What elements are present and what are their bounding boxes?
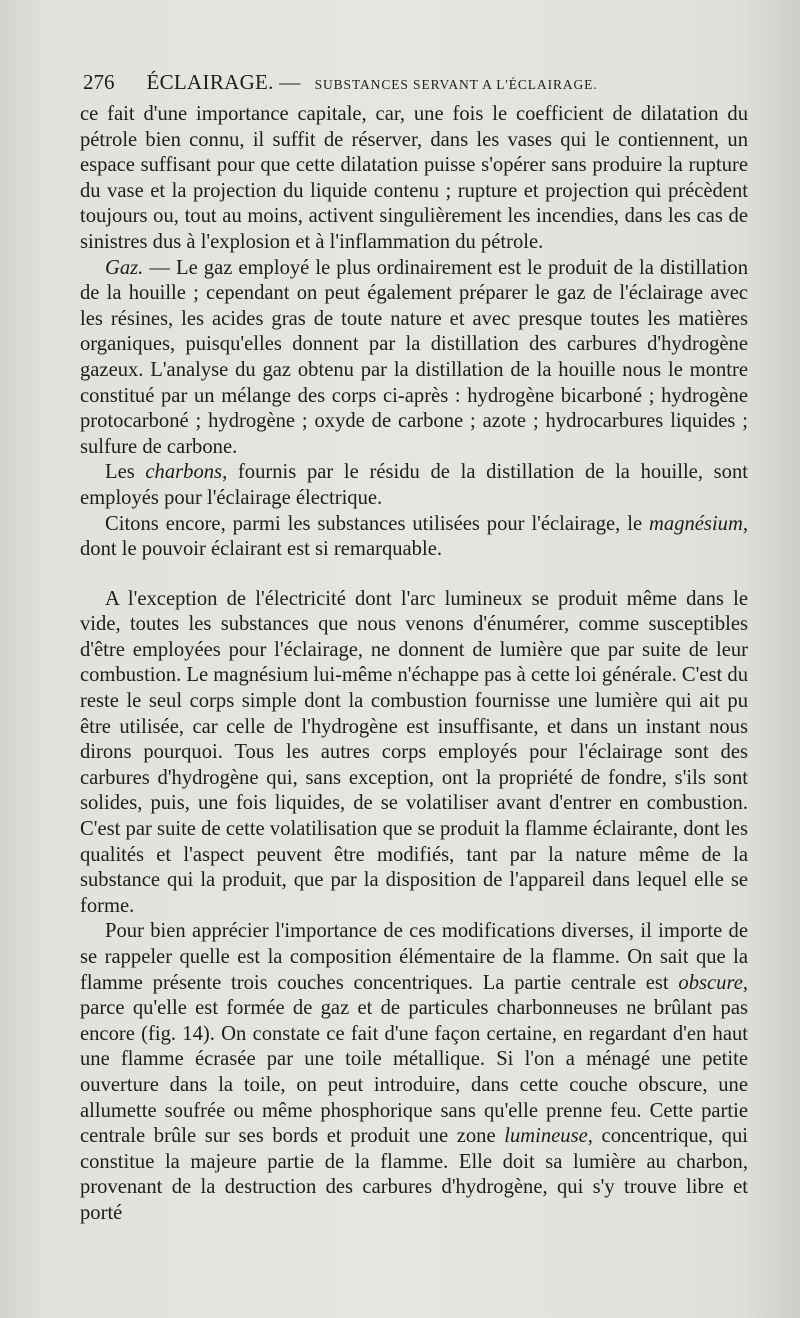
header-subtitle: SUBSTANCES SERVANT A L'ÉCLAIRAGE. xyxy=(314,77,598,92)
italic-term: lumineuse xyxy=(504,1125,588,1148)
paragraph xyxy=(80,587,748,920)
paragraph xyxy=(80,460,748,511)
paragraph xyxy=(80,256,748,461)
italic-term: Gaz. xyxy=(105,256,144,279)
page-number: 276 xyxy=(83,70,115,94)
text-run: , concentrique, qui constitue la majeure partie de la flamme. Elle doit sa lumière au charbon, provenant de la destruction des carbures d'hydrogène, qui s'y trouve libre et porté xyxy=(80,1125,748,1224)
paragraph xyxy=(80,102,748,256)
italic-term: obscure xyxy=(678,971,743,994)
text-run: , dont le pouvoir éclairant est si remarquable. xyxy=(80,512,748,561)
text-run: Pour bien apprécier l'importance de ces modifications diverses, il importe de se rappeler quelle est la composition élémentaire de la flamme. On sait que la flamme présente trois couches concentriques. La partie centrale est xyxy=(80,920,748,994)
text-run: Les xyxy=(105,461,146,484)
text-run: ce fait d'une importance capitale, car, une fois le coefficient de dilatation du pétrole bien connu, il suffit de réserver, dans les vases qui le contiennent, un espace suffisant pour que cette dilatation puisse s'opérer sans produire la rupture du vase et la projection du liquide contenu ; rupture et projection qui précèdent toujours ou, tout au moins, activent singulièrement les incendies, dans les cas de sinistres dus à l'explosion et à l'inflammation du pétrole. xyxy=(80,103,748,253)
running-header xyxy=(83,70,763,100)
text-run: A l'exception de l'électricité dont l'arc lumineux se produit même dans le vide, toutes les substances que nous venons d'énumérer, comme susceptibles d'être employées pour l'éclairage, ne donnent de lumière que par suite de leur combustion. Le magnésium lui-même n'échappe pas à cette loi générale. C'est du reste le seul corps simple dont la combustion fournisse une lumière qui ait pu être utilisée, car celle de l'hydrogène est insuffisante, et dans un instant nous dirons pourquoi. Tous les autres corps employés pour l'éclairage sont des carbures d'hydrogène qui, sans exception, ont la propriété de fondre, s'ils sont solides, puis, une fois liquides, de se volatiliser avant d'entrer en combustion. C'est par suite de cette volatilisation que se produit la flamme éclairante, dont les qualités et l'aspect peuvent être modifiés, tant par la nature même de la substance qui la produit, que par la disposition de l'appareil dans lequel elle se forme. xyxy=(80,587,748,917)
paragraph xyxy=(80,919,748,1226)
italic-term: magnésium xyxy=(649,512,743,535)
italic-term: charbons xyxy=(145,461,223,484)
page-body xyxy=(80,102,748,1227)
text-run: , parce qu'elle est formée de gaz et de particules charbonneuses ne brûlant pas encore (fig. 14). On constate ce fait d'une façon certaine, en regardant d'en haut une flamme écrasée par une toile métallique. Si l'on a ménagé une petite ouverture dans la toile, on peut introduire, dans cette couche obscure, une allumette soufrée ou même phosphorique sans qu'elle prenne feu. Cette partie centrale brûle sur ses bords et produit une zone xyxy=(80,971,748,1148)
text-run: — Le gaz employé le plus ordinairement est le produit de la distillation de la houille ; cependant on peut également préparer le gaz de l'éclairage avec les résines, les acides gras de toute nature et avec presque toutes les matières organiques, puisqu'elles donnent par la distillation des carbures d'hydrogène gazeux. L'analyse du gaz obtenu par la distillation de la houille nous le montre constitué par un mélange des corps ci-après : hydrogène bicarboné ; hydrogène protocarboné ; hydrogène ; oxyde de carbone ; azote ; hydrocarbures liquides ; sulfure de carbone. xyxy=(80,256,748,458)
header-title: ÉCLAIRAGE. — xyxy=(146,70,301,94)
text-run: Citons encore, parmi les substances utilisées pour l'éclairage, le xyxy=(105,512,650,535)
text-run: , fournis par le résidu de la distillation de la houille, sont employés pour l'éclairage électrique. xyxy=(80,461,748,509)
paragraph xyxy=(80,512,748,563)
